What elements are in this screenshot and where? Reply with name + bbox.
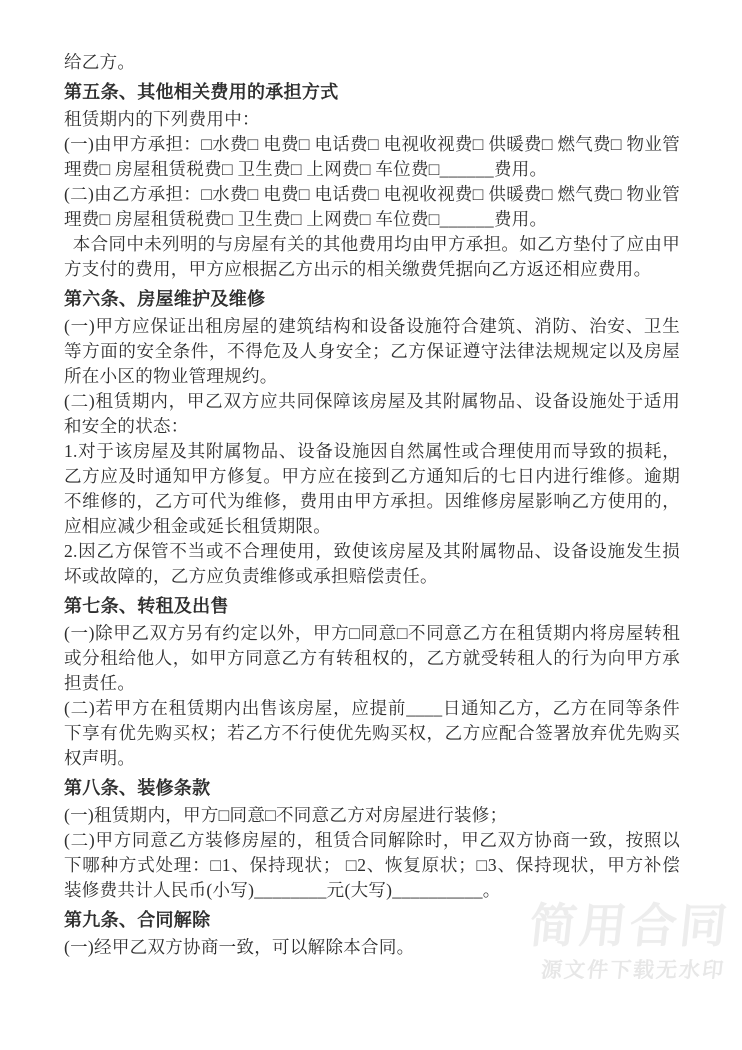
watermark-subtitle: 源文件下载无水印 — [539, 959, 727, 982]
watermark-title: 简用合同 — [526, 899, 733, 952]
heading-article-7: 第七条、转租及出售 — [64, 596, 229, 616]
heading-article-5: 第五条、其他相关费用的承担方式 — [64, 82, 339, 102]
contract-content — [64, 50, 680, 960]
heading-article-6: 第六条、房屋维护及维修 — [64, 289, 266, 309]
paragraph-6-2: (二)租赁期内，甲乙双方应共同保障该房屋及其附属物品、设备设施处于适用和安全的状态： — [64, 391, 680, 436]
paragraph-9-1: (一)经甲乙双方协商一致，可以解除本合同。 — [64, 937, 415, 957]
paragraph-8-1: (一)租赁期内，甲方□同意□不同意乙方对房屋进行装修； — [64, 805, 508, 825]
paragraph-7-2: (二)若甲方在租赁期内出售该房屋，应提前____日通知乙方，乙方在同等条件下享有优先购买权；若乙方不行使优先购买权，乙方应配合签署放弃优先购买权声明。 — [64, 698, 680, 768]
paragraph-fees-party-a: (一)由甲方承担：□水费□ 电费□ 电话费□ 电视收视费□ 供暖费□ 燃气费□ 物业管理费□ 房屋租赁税费□ 卫生费□ 上网费□ 车位费□______费用。 — [64, 134, 680, 179]
heading-article-9: 第九条、合同解除 — [64, 910, 211, 930]
paragraph-8-2: (二)甲方同意乙方装修房屋的，租赁合同解除时，甲乙双方协商一致，按照以下哪种方式处理：□1、保持现状； □2、恢复原状；□3、保持现状，甲方补偿装修费共计人民币(小写)________元(大写)__________。 — [64, 830, 680, 900]
heading-article-8: 第八条、装修条款 — [64, 778, 211, 798]
paragraph-give-party-b: 给乙方。 — [64, 52, 136, 72]
paragraph-fees-intro: 租赁期内的下列费用中： — [64, 109, 260, 129]
paragraph-fees-party-b: (二)由乙方承担：□水费□ 电费□ 电话费□ 电视收视费□ 供暖费□ 燃气费□ 物业管理费□ 房屋租赁税费□ 卫生费□ 上网费□ 车位费□______费用。 — [64, 184, 680, 229]
paragraph-7-1: (一)除甲乙双方另有约定以外，甲方□同意□不同意乙方在租赁期内将房屋转租或分租给他人，如甲方同意乙方有转租权的，乙方就受转租人的行为向甲方承担责任。 — [64, 623, 680, 693]
paragraph-6-2-item-1: 1.对于该房屋及其附属物品、设备设施因自然属性或合理使用而导致的损耗，乙方应及时通知甲方修复。甲方应在接到乙方通知后的七日内进行维修。逾期不维修的，乙方可代为维修，费用由甲方承担。因维修房屋影响乙方使用的，应相应减少租金或延长租赁期限。 — [64, 441, 680, 536]
paragraph-other-fees: 本合同中未列明的与房屋有关的其他费用均由甲方承担。如乙方垫付了应由甲方支付的费用，甲方应根据乙方出示的相关缴费凭据向乙方返还相应费用。 — [64, 234, 680, 279]
paragraph-6-2-item-2: 2.因乙方保管不当或不合理使用，致使该房屋及其附属物品、设备设施发生损坏或故障的，乙方应负责维修或承担赔偿责任。 — [64, 541, 680, 586]
paragraph-6-1: (一)甲方应保证出租房屋的建筑结构和设备设施符合建筑、消防、治安、卫生等方面的安全条件，不得危及人身安全；乙方保证遵守法律法规规定以及房屋所在小区的物业管理规约。 — [64, 316, 680, 386]
